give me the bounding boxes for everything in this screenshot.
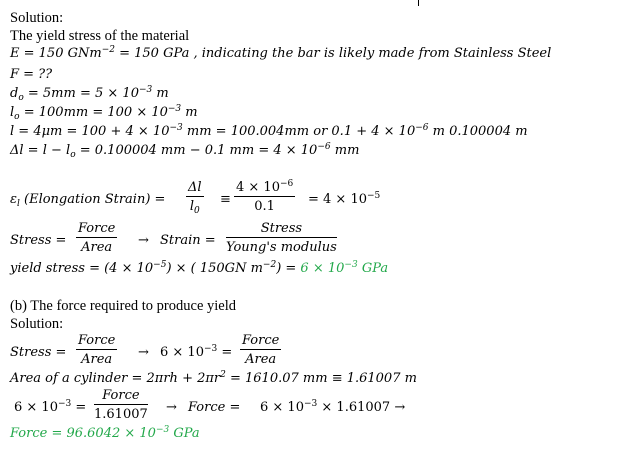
force-calc-rhs: $6 \times 10^{-3} \times 1.61007$ → xyxy=(260,399,406,415)
force-calc-lhs: $6 \times 10^{-3}$ = xyxy=(14,399,87,415)
yield-stress-result: $6 \times 10^{-3}$ GPa xyxy=(300,260,389,276)
arrow-icon: → xyxy=(138,345,149,360)
strain-fraction-delta: $\frac{\Delta l}{l_0}$ xyxy=(188,180,202,216)
arrow-icon: → xyxy=(138,233,149,248)
force-area-fraction: Force Area xyxy=(242,333,280,367)
part-b-heading: (b) The force required to produce yield xyxy=(10,298,236,314)
solution-label-b: Solution: xyxy=(10,316,64,332)
force-unknown-line: F = ?? xyxy=(10,67,53,82)
original-length-line: $l_o = 100mm = 100 \times 10^{-3}$ m xyxy=(10,104,198,122)
strain-label: $\varepsilon_l$ (Elongation Strain) = xyxy=(10,192,166,209)
stress-label-b: Stress = xyxy=(10,345,67,360)
length-change-line: $\Delta l = l - l_o = 0.100004$ mm − 0.1 mm = $4 \times 10^{-6}$ mm xyxy=(10,142,360,160)
strain-definition-fraction: Stress Young's modulus xyxy=(226,221,337,255)
stress-fraction: Force Area xyxy=(78,221,116,255)
strain-fraction-values: $\frac{4 \times 10^{-6}}{0.1}$ xyxy=(236,179,294,214)
force-eq-label: Force = xyxy=(188,400,241,415)
equivalent-symbol: ≡ xyxy=(220,192,231,207)
yield-value-eq: $6 \times 10^{-3}$ = xyxy=(160,344,233,360)
yield-stress-line: yield stress = $(4 \times 10^{-5})$ × ( 150GN $m^{-2}) = 6 \times 10^{-3}$ GPa xyxy=(10,260,389,276)
stress-label: Stress = xyxy=(10,233,67,248)
final-force-result: Force = $96.6042 \times 10^{-3}$ GPa xyxy=(10,425,200,441)
yield-stress-heading: The yield stress of the material xyxy=(10,28,190,44)
arrow-icon: → xyxy=(166,400,177,415)
force-calc-fraction: Force 1.61007 xyxy=(94,388,148,422)
new-length-line: $l = 4\mu m = 100 + 4 \times 10^{-3}$ mm = 100.004mm or $0.1 + 4 \times 10^{-6}$ m 0.100004 m xyxy=(10,123,528,139)
cursor-line xyxy=(418,0,419,6)
solution-label: Solution: xyxy=(10,10,64,26)
strain-result: = $4 \times 10^{-5}$ xyxy=(308,191,381,207)
diameter-line: $d_o = 5mm = 5 \times 10^{-3}$ m xyxy=(10,85,169,103)
cylinder-area-line: Area of a cylinder = $2\pi rh + 2\pi r^2 = 1610.07$ mm ≡ 1.61007 m xyxy=(10,370,417,386)
stress-fraction-b: Force Area xyxy=(78,333,116,367)
youngs-modulus-line: E = 150 GNm$^{-2}$ = 150 GPa , indicating the bar is likely made from Stainless Steel xyxy=(10,45,552,61)
strain-eq-label: Strain = xyxy=(160,233,216,248)
